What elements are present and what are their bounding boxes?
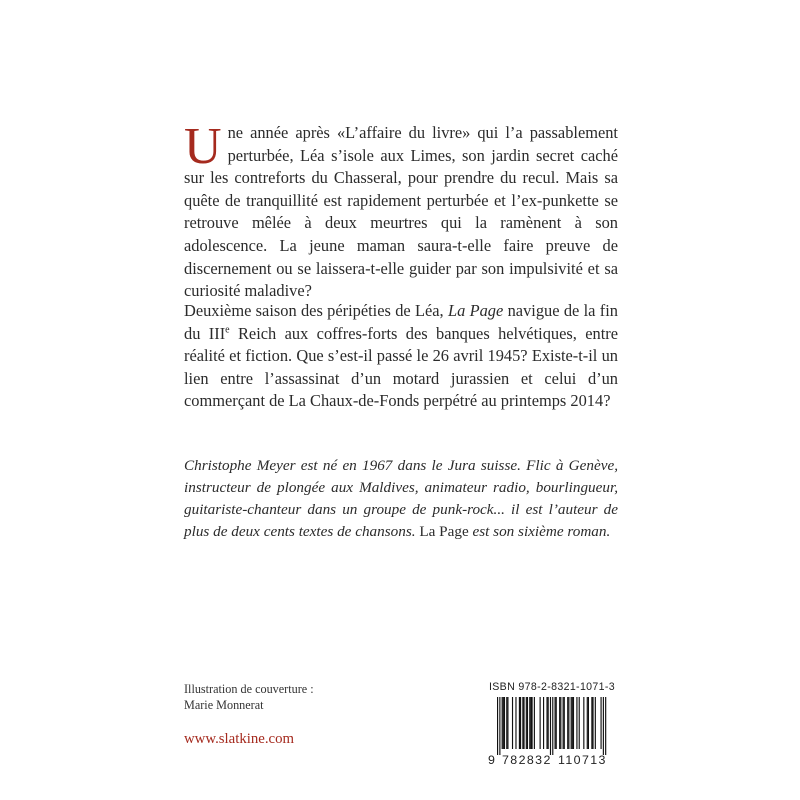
barcode-bar bbox=[603, 697, 604, 755]
barcode-bar bbox=[497, 697, 498, 755]
barcode-bar bbox=[530, 697, 531, 749]
ean13-barcode bbox=[497, 697, 607, 755]
barcode-bar bbox=[595, 697, 596, 749]
barcode-bar bbox=[601, 697, 602, 749]
superscript-e: e bbox=[225, 324, 230, 336]
author-bio-text-2: est son sixième roman. bbox=[468, 523, 611, 540]
barcode-bar bbox=[564, 697, 565, 749]
author-bio-text-1: Christophe Meyer est né en 1967 dans le Jura suisse. Flic à Genève, instructeur de plongée aux Maldives, animateur radio, bourlingueur, guitariste-chanteur dans un groupe de punk-rock... il est l’auteur de plus de deux cents textes de chansons. bbox=[184, 457, 618, 540]
ean-right-digits: 110713 bbox=[558, 753, 607, 767]
barcode-bar bbox=[532, 697, 533, 749]
barcode-bar bbox=[576, 697, 577, 749]
barcode-bar bbox=[552, 697, 553, 755]
ean-first-digit: 9 bbox=[488, 753, 495, 767]
credits-name: Marie Monnerat bbox=[184, 698, 264, 712]
illustration-credits bbox=[184, 681, 314, 713]
barcode-bar bbox=[592, 697, 593, 749]
synopsis-text-2a: Deuxième saison des péripéties de Léa, bbox=[184, 301, 448, 320]
isbn-label: ISBN 978-2-8321-1071-3 bbox=[488, 681, 616, 693]
publisher-website[interactable]: www.slatkine.com bbox=[184, 731, 294, 747]
barcode-bar bbox=[591, 697, 592, 749]
barcode-bar bbox=[540, 697, 541, 749]
barcode-bar bbox=[559, 697, 560, 749]
ean-left-digits: 782832 bbox=[502, 753, 552, 767]
barcode-bar bbox=[583, 697, 584, 749]
barcode-bar bbox=[555, 697, 556, 749]
barcode-bar bbox=[507, 697, 508, 749]
barcode-bar bbox=[506, 697, 507, 749]
barcode-bar bbox=[567, 697, 568, 749]
ean-digits bbox=[488, 753, 616, 767]
author-bio-title: La Page bbox=[415, 523, 469, 540]
barcode-bar bbox=[519, 697, 520, 749]
book-title-inline: La Page bbox=[447, 301, 504, 320]
barcode-bar bbox=[587, 697, 588, 749]
drop-cap: U bbox=[184, 118, 222, 175]
barcode-bar bbox=[560, 697, 561, 749]
synopsis-text-2c: Reich aux coffres-forts des banques helvétiques, entre réalité et fiction. Que s’est-il passé le 26 avril 1945? Existe-t-il un lien entre l’assassinat d’un motard jurassien et celui d’un commerçant de La Chaux-de-Fonds perpétré au printemps 2014? bbox=[184, 323, 618, 411]
barcode-bar bbox=[522, 697, 523, 749]
barcode-bar bbox=[523, 697, 524, 749]
author-bio bbox=[184, 455, 618, 543]
barcode-bar bbox=[588, 697, 589, 749]
barcode-bar bbox=[568, 697, 569, 749]
isbn-barcode-block bbox=[488, 681, 616, 767]
barcode-bar bbox=[579, 697, 580, 749]
credits-label: Illustration de couverture : bbox=[184, 682, 314, 696]
barcode-bar bbox=[563, 697, 564, 749]
barcode-bar bbox=[605, 697, 606, 755]
barcode-bar bbox=[512, 697, 513, 749]
barcode-bar bbox=[526, 697, 527, 749]
synopsis-text-2b: navigue de la fin du III bbox=[184, 301, 618, 343]
barcode-bar bbox=[527, 697, 528, 749]
barcode-bar bbox=[556, 697, 557, 749]
barcode-bar bbox=[504, 697, 505, 749]
barcode-bar bbox=[534, 697, 535, 749]
barcode-bar bbox=[573, 697, 574, 749]
barcode-bar bbox=[571, 697, 572, 749]
synopsis-text-1: ne année après «L’affaire du livre» qui l’a passablement perturbée, Léa s’isole aux Limes, son jardin secret caché sur les contreforts du Chasseral, pour prendre du recul. Mais sa quête de tranquillité est rapidement perturbée et l’ex-punkette se retrouve mêlée à deux meurtres qui la ramènent à son adolescence. La jeune maman saura-t-elle faire preuve de discernement ou se laissera-t-elle guider par son impulsivité et sa curiosité maladive? bbox=[184, 123, 618, 301]
barcode-bar bbox=[529, 697, 530, 749]
barcode-bar bbox=[499, 697, 500, 755]
synopsis-paragraph-2 bbox=[184, 300, 618, 413]
synopsis-paragraph-1 bbox=[184, 118, 618, 303]
barcode-bar bbox=[543, 697, 544, 749]
barcode-bar bbox=[520, 697, 521, 749]
barcode-bar bbox=[515, 697, 516, 749]
barcode-bar bbox=[548, 697, 549, 749]
barcode-bar bbox=[550, 697, 551, 755]
barcode-bar bbox=[503, 697, 504, 749]
barcode-bar bbox=[502, 697, 503, 749]
barcode-bar bbox=[572, 697, 573, 749]
barcode-bar bbox=[546, 697, 547, 749]
